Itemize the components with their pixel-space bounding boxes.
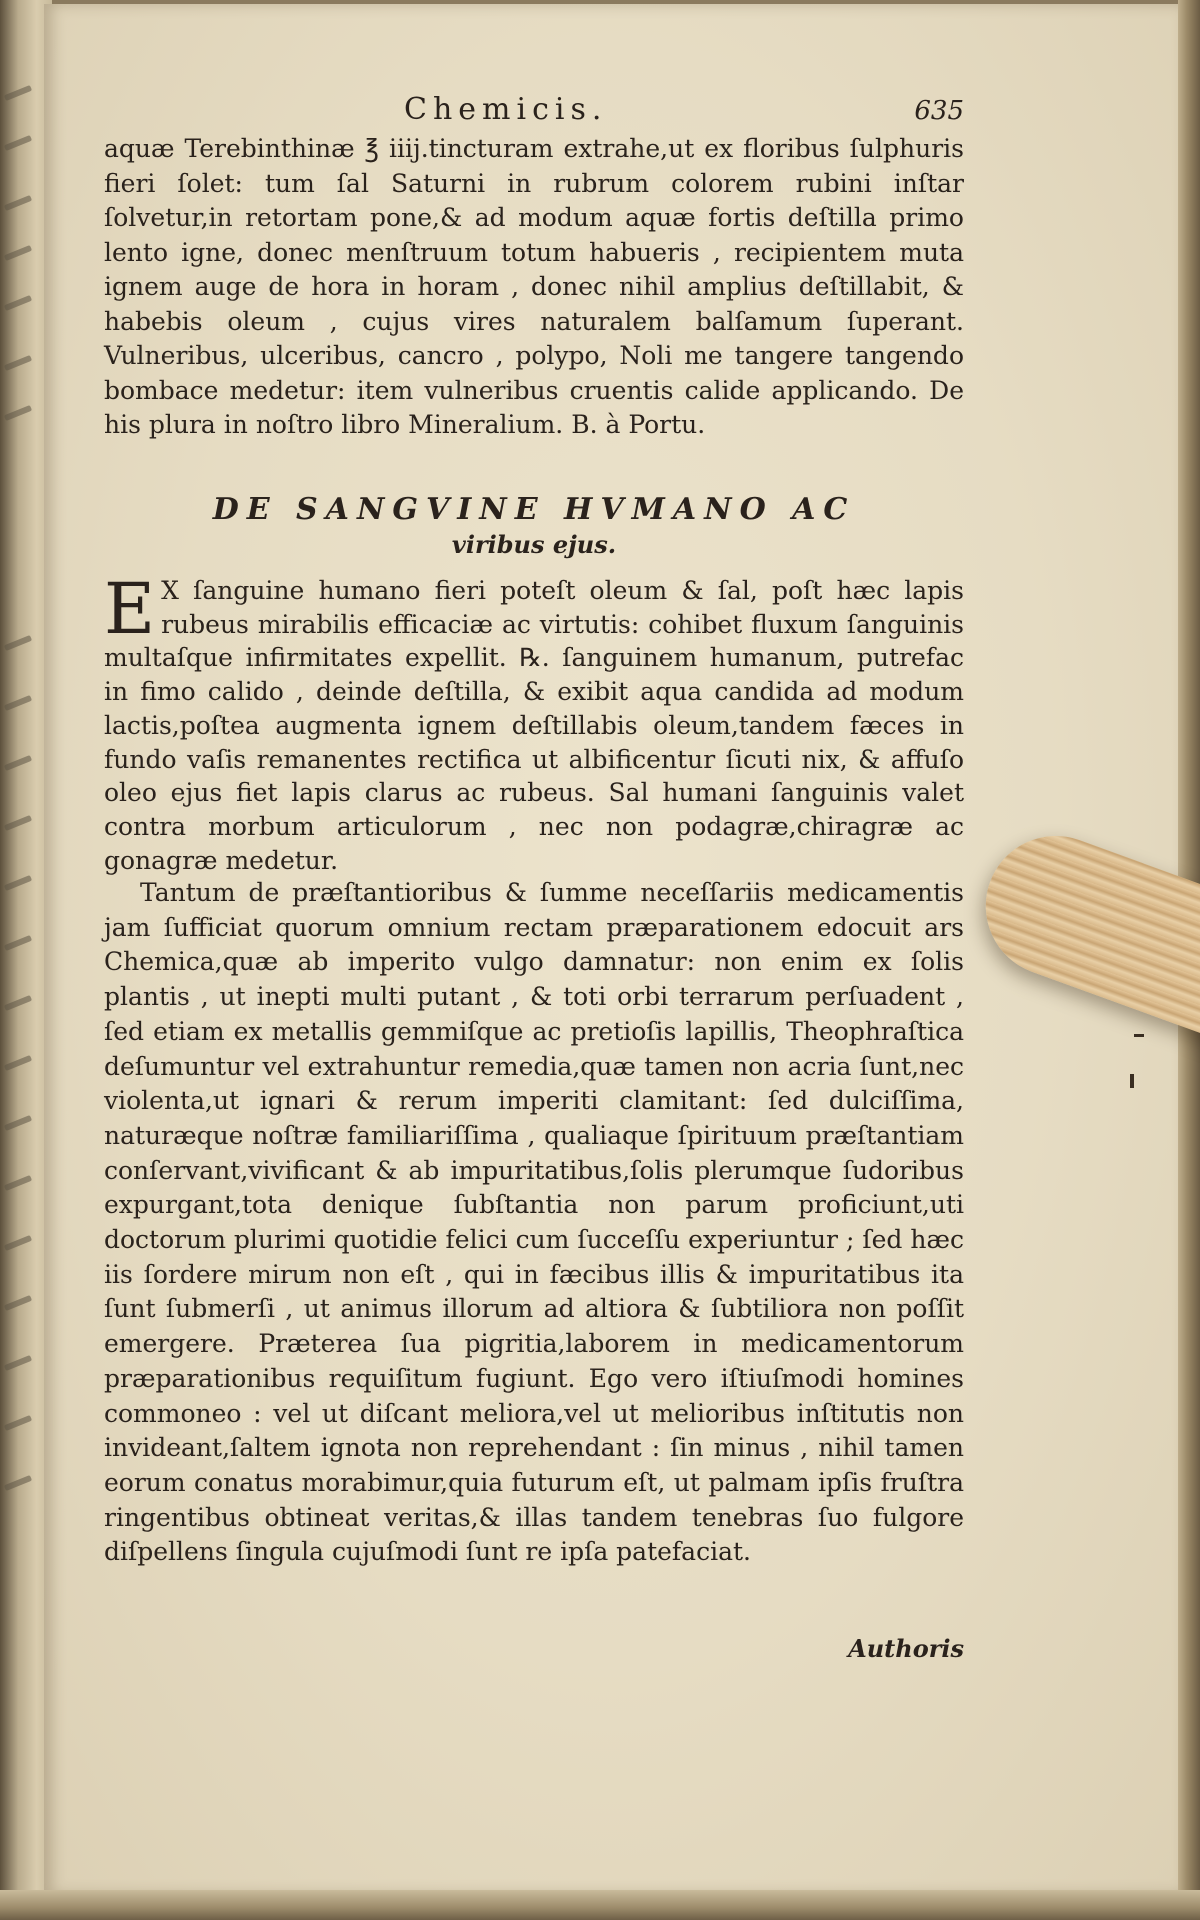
edge-mark	[4, 995, 32, 1011]
edge-mark	[4, 1055, 32, 1071]
edge-mark	[4, 1175, 32, 1191]
edge-mark	[4, 635, 32, 651]
edge-mark	[4, 1115, 32, 1131]
bottom-page-edge	[0, 1890, 1200, 1920]
edge-mark	[4, 405, 32, 421]
paragraph-3: Tantum de præſtantioribus & ſumme neceſſariis medicamentis jam ſufficiat quorum omnium rectam præparationem edocuit ars Chemica,quæ ab imperito vulgo damnatur: non enim ex ſolis plantis , ut inepti multi putant , & toti orbi terrarum perſuadent , ſed etiam ex metallis gemmiſque ac pretioſis lapillis, Theophraſtica deſumuntur vel extrahuntur remedia,quæ tamen non acria ſunt,nec violenta,ut ignari & rerum imperiti clamitant: ſed dulciſſima, naturæque noſtræ familiariſſima , qualiaque ſpirituum præſtantiam conſervant,vivificant & ab impuritatibus,ſolis plerumque ſudoribus expurgant,tota denique ſubſtantia non parum proficiunt,uti doctorum plurimi quotidie felici cum ſucceſſu experiuntur ; ſed hæc iis ſordere mirum non eſt , qui in fæcibus illis & impuritatibus ita ſunt ſubmerſi , ut animus illorum ad altiora & ſubtiliora non poſſit emergere. Præterea ſua pigritia,laborem in medicamentorum præparationibus requiſitum fugiunt. Ego vero iſtiuſmodi homines commoneo : vel ut diſcant meliora,vel ut melioribus inſtitutis non invideant,ſaltem ignota non reprehendant : ſin minus , nihil tamen eorum conatus morabimur,quia futurum eſt, ut palmam ipſis fruſtra ringentibus obtineat veritas,& illas tandem tenebras ſuo fulgore diſpellens ſingula cujuſmodi ſunt re ipſa patefaciat.	[104, 878, 964, 1567]
running-title: Chemicis.	[404, 92, 608, 127]
edge-mark	[4, 85, 32, 101]
edge-mark	[4, 1475, 32, 1491]
edge-mark	[4, 695, 32, 711]
edge-mark	[4, 1355, 32, 1371]
paragraph-1: aquæ Terebinthinæ ℥ iiij.tincturam extrahe,ut ex floribus ſulphuris fieri ſolet: tum ſal Saturni in rubrum colorem rubini inſtar ſolvetur,in retortam pone,& ad modum aquæ fortis deſtilla primo lento igne, donec menſtruum totum habueris , recipientem muta ignem auge de hora in horam , donec nihil amplius deſtillabit, & habebis oleum , cujus vires naturalem balſamum ſuperant. Vulneribus, ulceribus, cancro , polypo, Noli me tangere tangendo bombace medetur: item vulneribus cruentis calide applicando. De his plura in noſtro libro Mineralium. B. à Portu.	[104, 134, 964, 439]
edge-mark	[4, 935, 32, 951]
paragraph-2-text: X ſanguine humano fieri poteſt oleum & ſal, poſt hæc lapis rubeus mirabilis efficaciæ ac virtutis: cohibet fluxum ſanguinis multaſque infirmitates expellit. ℞. ſanguinem humanum, putrefac in fimo calido , deinde deſtilla, & exibit aqua candida ad modum lactis,poſtea augmenta ignem deſtillabis oleum,tandem fæces in fundo vaſis remanentes rectifica ut albificentur ſicuti nix, & affuſo oleo ejus fiet lapis clarus ac rubeus. Sal humani ſanguinis valet contra morbum articulorum , nec non podagræ,chiragræ ac gonagræ medetur.	[104, 576, 964, 875]
paragraph-2	[104, 568, 964, 877]
edge-mark	[4, 815, 32, 831]
margin-mark	[1130, 1074, 1134, 1088]
edge-mark	[4, 755, 32, 771]
edge-mark	[4, 355, 32, 371]
drop-cap: E	[104, 568, 156, 650]
edge-mark	[4, 295, 32, 311]
edge-mark	[4, 135, 32, 151]
edge-mark	[4, 875, 32, 891]
page-number: 635	[914, 96, 964, 126]
running-head	[104, 92, 964, 132]
edge-mark	[4, 195, 32, 211]
margin-mark	[1134, 1034, 1144, 1037]
edge-mark	[4, 1235, 32, 1251]
section-heading: DE SANGVINE HVMANO AC	[212, 492, 856, 527]
section-subheading: viribus ejus.	[451, 530, 617, 559]
catchword: Authoris	[848, 1634, 964, 1663]
edge-mark	[4, 245, 32, 261]
edge-mark	[4, 1295, 32, 1311]
edge-mark	[4, 1415, 32, 1431]
